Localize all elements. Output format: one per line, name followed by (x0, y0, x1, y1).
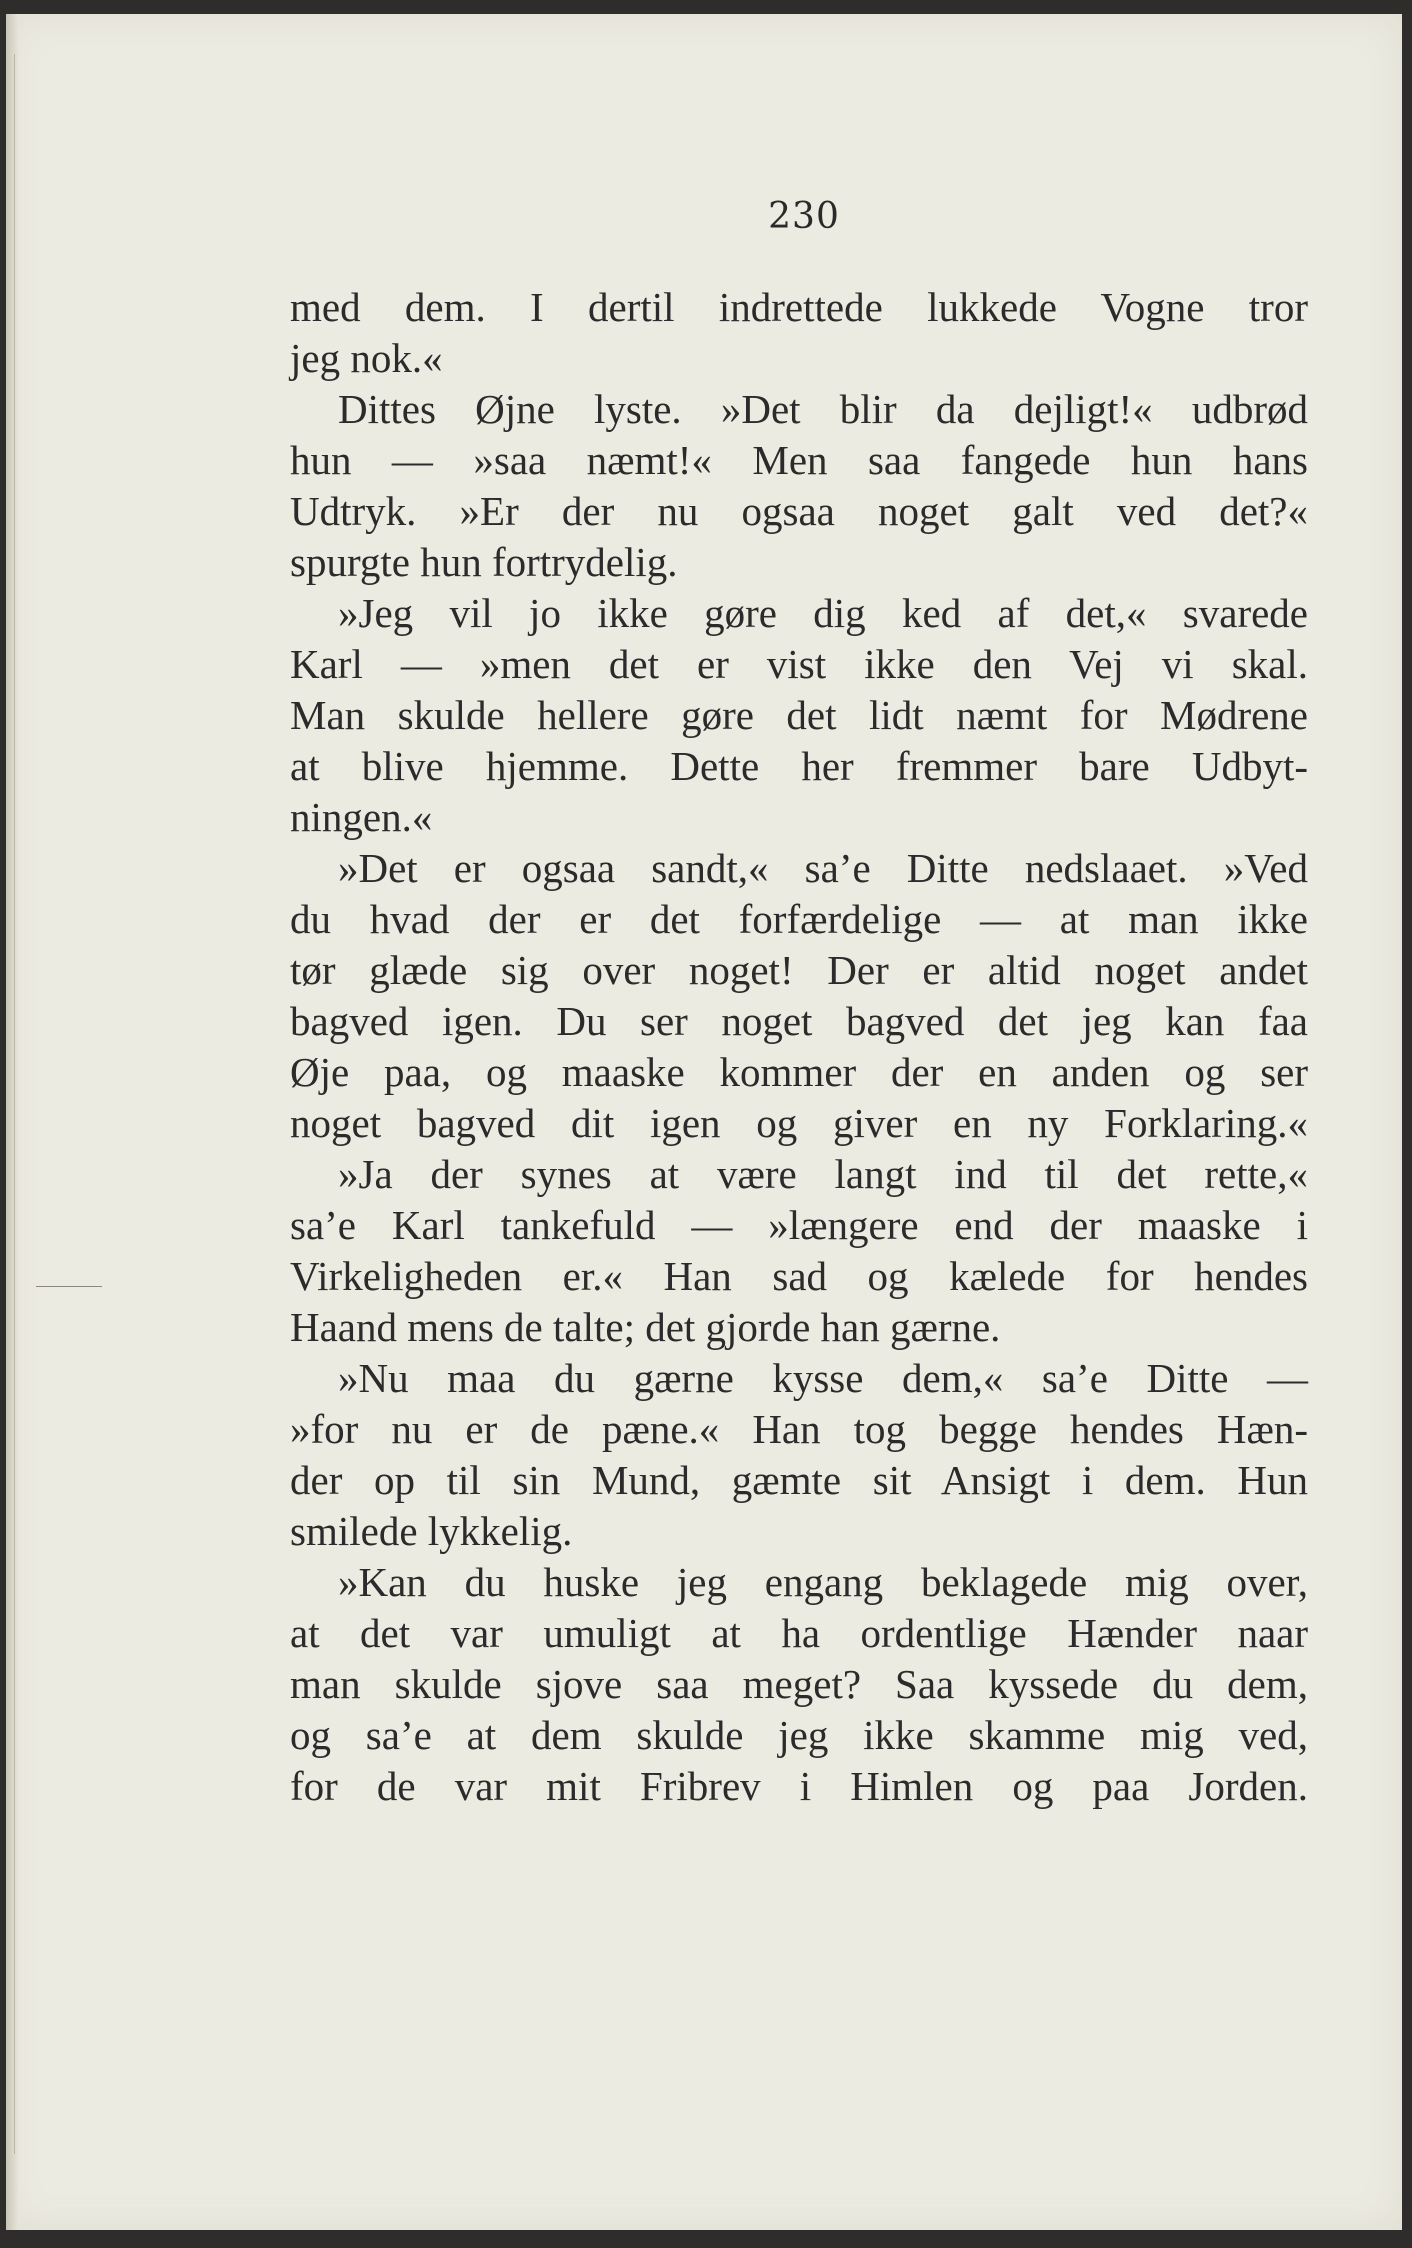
text-line: »Nu maa du gærne kysse dem,« sa’e Ditte — (338, 1355, 1308, 1401)
text-line: at blive hjemme. Dette her fremmer bare Udbyt- (290, 743, 1308, 789)
text-line: og sa’e at dem skulde jeg ikke skamme mig ved, (290, 1712, 1308, 1758)
text-line: jeg nok.« (290, 335, 443, 381)
text-line: noget bagved dit igen og giver en ny Forklaring.« (290, 1100, 1308, 1146)
text-line: at det var umuligt at ha ordentlige Hænder naar (290, 1610, 1308, 1656)
text-line: Dittes Øjne lyste. »Det blir da dejligt!« udbrød (338, 386, 1308, 432)
text-line: Virkeligheden er.« Han sad og kælede for hendes (290, 1253, 1308, 1299)
text-line: for de var mit Fribrev i Himlen og paa Jorden. (290, 1763, 1308, 1809)
text-line: hun — »saa næmt!« Men saa fangede hun hans (290, 437, 1308, 483)
text-line: du hvad der er det forfærdelige — at man ikke (290, 896, 1308, 942)
text-line: »Ja der synes at være langt ind til det rette,« (338, 1151, 1308, 1197)
text-line: Haand mens de talte; det gjorde han gærne. (290, 1304, 1001, 1350)
text-line: »for nu er de pæne.« Han tog begge hendes Hæn- (290, 1406, 1308, 1452)
text-line: man skulde sjove saa meget? Saa kyssede du dem, (290, 1661, 1308, 1707)
text-line: sa’e Karl tankefuld — »længere end der maaske i (290, 1202, 1308, 1248)
book-page (6, 14, 1402, 2230)
text-line: smilede lykkelig. (290, 1508, 573, 1554)
text-line: med dem. I dertil indrettede lukkede Vogne tror (290, 284, 1308, 330)
text-line: Man skulde hellere gøre det lidt næmt for Mødrene (290, 692, 1308, 738)
text-line: ningen.« (290, 794, 433, 840)
page-number: 230 (768, 196, 840, 237)
binding-line (14, 54, 15, 2154)
text-line: spurgte hun fortrydelig. (290, 539, 678, 585)
text-line: Udtryk. »Er der nu ogsaa noget galt ved det?« (290, 488, 1308, 534)
text-line: Karl — »men det er vist ikke den Vej vi skal. (290, 641, 1308, 687)
text-line: der op til sin Mund, gæmte sit Ansigt i dem. Hun (290, 1457, 1308, 1503)
text-line: »Jeg vil jo ikke gøre dig ked af det,« svarede (338, 590, 1308, 636)
text-line: »Det er ogsaa sandt,« sa’e Ditte nedslaaet. »Ved (338, 845, 1308, 891)
text-line: bagved igen. Du ser noget bagved det jeg kan faa (290, 998, 1308, 1044)
body-text (290, 282, 1308, 1812)
page-binding-edge (6, 14, 18, 2230)
text-line: Øje paa, og maaske kommer der en anden og ser (290, 1049, 1308, 1095)
text-line: »Kan du huske jeg engang beklagede mig over, (338, 1559, 1308, 1605)
text-line: tør glæde sig over noget! Der er altid noget andet (290, 947, 1308, 993)
margin-mark (36, 1286, 102, 1287)
